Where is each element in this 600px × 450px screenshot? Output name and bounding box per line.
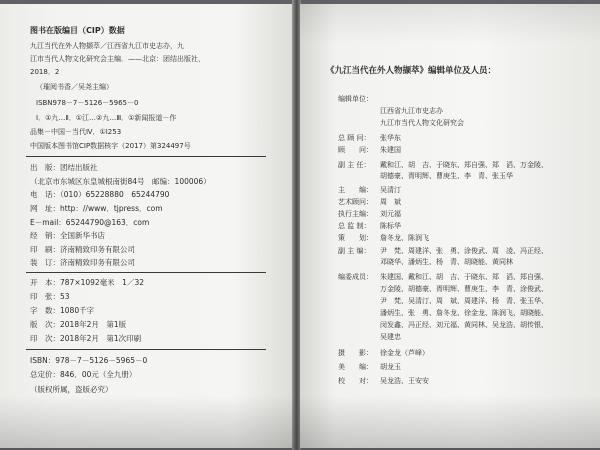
cip-line: ISBN978－7－5126－5965－0 <box>36 99 139 107</box>
role-value: 吴龙浩、王安安 <box>380 377 429 385</box>
divider <box>26 349 266 350</box>
role-label: 顾 问： <box>338 146 373 154</box>
page-title: 《九江当代在外人物撷萃》编辑单位及人员： <box>326 66 497 76</box>
role-row <box>338 185 401 196</box>
spec-line: 字 数：1080千字 <box>30 306 95 315</box>
role-label: 策 划： <box>338 234 373 242</box>
role-value: 尹 梵、周建洋、张 勇、涂俊武、周 凌、冯正经、 <box>380 247 548 255</box>
role-label: 编辑单位： <box>338 95 373 103</box>
role-row <box>338 233 429 244</box>
publisher-line: E－mail：65244790@163．com <box>30 218 150 227</box>
role-row <box>338 272 548 283</box>
role-row <box>338 145 401 156</box>
cip-heading: 图书在版编目（CIP）数据 <box>30 26 125 35</box>
role-label: 副 主 编： <box>338 247 371 255</box>
role-value: 胡德豪、胥明辉、曹庚生、李 青、张玉华 <box>380 172 513 180</box>
cip-line: （璀阅书香／吴尧主编） <box>36 83 113 91</box>
role-value: 九江市当代人物文化研究会 <box>380 119 464 127</box>
role-row <box>338 197 401 208</box>
role-row <box>338 160 548 171</box>
role-label: 美 编： <box>338 363 373 371</box>
role-value: 邓晓华、潘炳生、杨 青、胡晓能、黄同林 <box>380 258 513 266</box>
role-value: 尹 梵、吴清汀、周 斌、周建洋、杨 青、张玉华、 <box>380 297 548 305</box>
role-row <box>338 221 401 232</box>
publisher-line: 出 版：团结出版社 <box>30 163 98 172</box>
cip-line: 2018．2 <box>30 68 60 76</box>
role-value: 朱建国、戴和江、胡 吉、于晓东、郑 滔、郑自强、 <box>380 273 548 281</box>
role-value: 张华东 <box>380 134 401 142</box>
role-row <box>338 209 401 220</box>
role-value: 吴清汀 <box>380 186 401 194</box>
role-value: 刘元福 <box>380 210 401 218</box>
publisher-line: 电 话：（010）65228880 65244790 <box>30 190 170 199</box>
role-label: 摄 影： <box>338 349 373 357</box>
divider <box>26 272 266 273</box>
role-label: 艺术顾问： <box>338 198 373 206</box>
divider <box>26 156 266 157</box>
role-value: 徐金龙（芦峰） <box>380 349 429 357</box>
publisher-line: 网 址：http：//www．tjpress．com <box>30 204 163 213</box>
spec-line: 印 次：2018年2月 第1次印刷 <box>30 334 142 343</box>
role-value: 陈标华 <box>380 222 401 230</box>
role-value: 胡龙玉 <box>380 363 401 371</box>
role-value: 詹冬龙、陈润飞 <box>380 234 429 242</box>
publisher-line: （北京市东城区东皇城根南街84号 邮编：100006） <box>30 177 211 186</box>
isbn-line: ISBN：978－7－5126－5965－0 <box>30 356 148 365</box>
left-page <box>0 4 293 448</box>
role-label: 校 对： <box>338 377 373 385</box>
role-value: 吴建忠 <box>380 333 401 341</box>
role-label: 执行主编： <box>338 210 373 218</box>
role-label: 总 顾 问： <box>338 134 371 142</box>
right-page <box>300 4 600 448</box>
role-value: 朱建国 <box>380 146 401 154</box>
publisher-line: 装 订：济南精致印务有限公司 <box>30 258 135 267</box>
role-label: 编委成员： <box>338 273 373 281</box>
role-value: 周 斌 <box>380 198 401 206</box>
spec-line: 印 张：53 <box>30 292 70 301</box>
cip-line: Ⅰ．①九…Ⅱ．①江…②九…Ⅲ．①新闻报道－作 <box>36 114 177 122</box>
copyright-line: （版权所属，盗版必究） <box>30 385 113 394</box>
publisher-line: 印 刷：济南精致印务有限公司 <box>30 245 135 254</box>
role-row <box>338 133 401 144</box>
role-value: 戴和江、胡 吉、于晓东、郑自强、郑 滔、万金陵、 <box>380 161 548 169</box>
publisher-line: 经 销：全国新华书店 <box>30 231 105 240</box>
role-value: 闵发鑫、冯正经、刘元福、黄同林、吴龙浩、胡传银、 <box>380 321 548 329</box>
role-value: 江西省九江市史志办 <box>380 107 443 115</box>
price-line: 总定价：846．00元（全九册） <box>30 370 137 379</box>
spec-line: 版 次：2018年2月 第1版 <box>30 320 127 329</box>
role-value: 潘炳生、张 勇、詹冬龙、徐金龙、陈润飞、胡晓能、 <box>380 309 548 317</box>
role-label: 主 编： <box>338 186 373 194</box>
spec-line: 开 本：787×1092毫米 1／32 <box>30 278 145 287</box>
role-label: 副 主 任： <box>338 161 371 169</box>
cip-line: 中国版本图书馆CIP数据核字（2017）第324497号 <box>30 142 191 150</box>
cip-line: 品集－中国－当代Ⅳ．①I253 <box>30 128 122 136</box>
role-row <box>338 362 401 373</box>
role-label: 总 监 制： <box>338 222 371 230</box>
role-row <box>338 246 548 257</box>
cip-line: 九江当代在外人物撷萃／江西省九江市史志办，九 <box>30 42 184 50</box>
cip-line: 江市当代人物文化研究会主编．——北京：团结出版社， <box>30 55 205 63</box>
role-value: 万金陵、胡德豪、胥明辉、曹庚生、李 青、涂俊武、 <box>380 285 548 293</box>
role-row <box>338 376 429 387</box>
role-row <box>338 348 429 359</box>
